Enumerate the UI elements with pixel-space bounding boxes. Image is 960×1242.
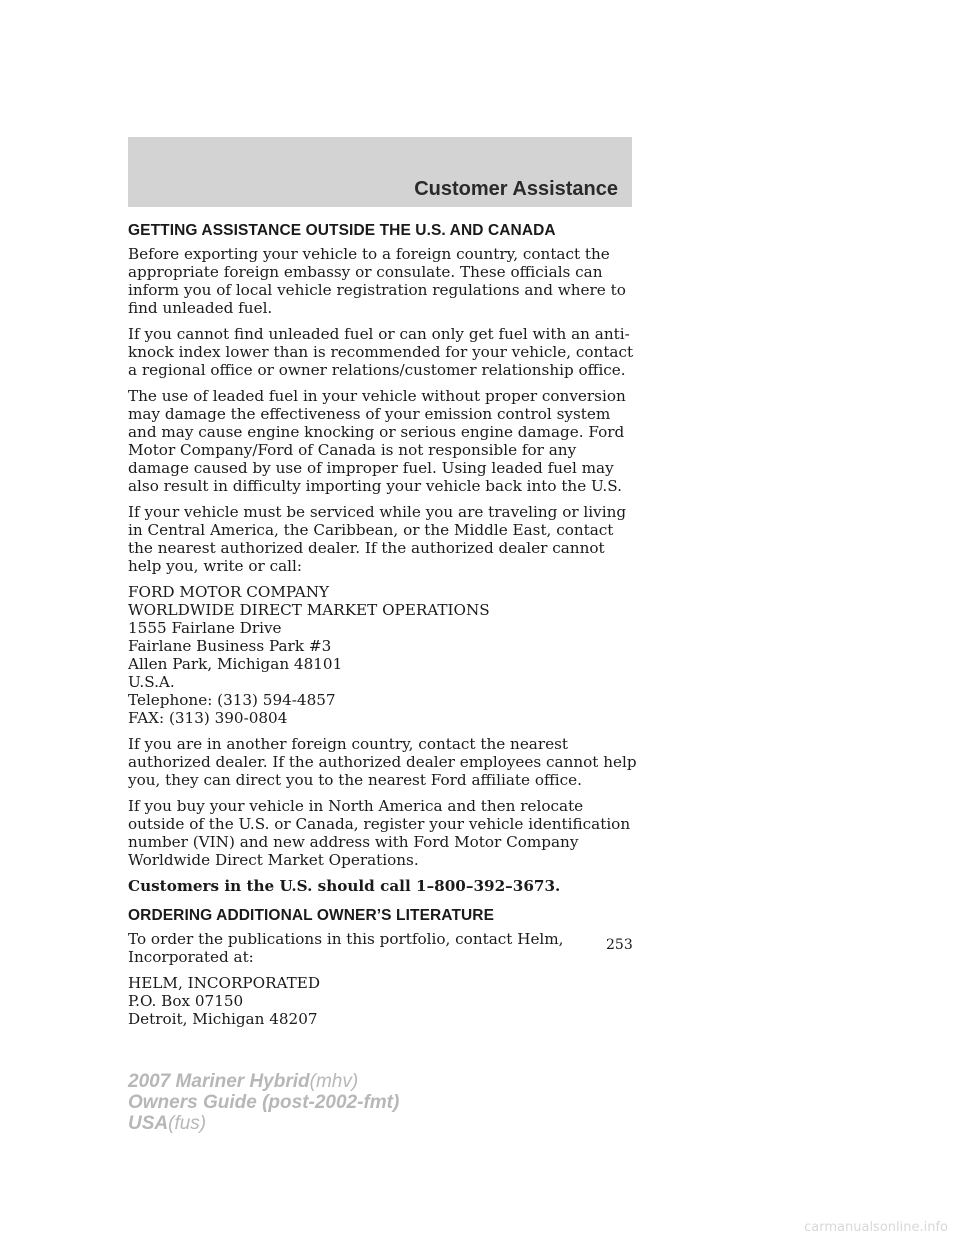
page-number: 253 (606, 937, 633, 953)
paragraph-other-country: If you are in another foreign country, contact the nearest authorized dealer. If the authorized dealer employees cannot help you, they can direct you to the nearest Ford affiliate office. (128, 735, 637, 789)
ford-address-block (128, 583, 638, 727)
customers-call-notice: Customers in the U.S. should call 1–800–392–3673. (128, 877, 561, 895)
address-line: Fairlane Business Park #3 (128, 637, 332, 655)
page-content (128, 222, 638, 1036)
heading-assistance-outside-us: GETTING ASSISTANCE OUTSIDE THE U.S. AND CANADA (128, 222, 556, 239)
helm-address-block (128, 974, 638, 1028)
paragraph-relocate: If you buy your vehicle in North America and then relocate outside of the U.S. or Canada, register your vehicle identification number (VIN) and new address with Ford Motor Company Worldwide Direct Market Operations. (128, 797, 631, 869)
footer-region-code: (fus) (168, 1113, 207, 1134)
heading-ordering-literature: ORDERING ADDITIONAL OWNER’S LITERATURE (128, 907, 495, 924)
footer-guide-name: Owners Guide (post-2002-fmt) (128, 1092, 400, 1113)
address-line: P.O. Box 07150 (128, 992, 244, 1010)
address-line: HELM, INCORPORATED (128, 974, 321, 992)
paragraph-unleaded-fuel: If you cannot find unleaded fuel or can only get fuel with an anti-knock index lower than is recommended for your vehicle, contact a regional office or owner relations/customer relationship office. (128, 325, 634, 379)
paragraph-servicing: If your vehicle must be serviced while you are traveling or living in Central America, the Caribbean, or the Middle East, contact the nearest authorized dealer. If the authorized dealer cannot help you, write or call: (128, 503, 627, 575)
footer-line-guide (128, 1092, 399, 1113)
footer-model-name: 2007 Mariner Hybrid (128, 1071, 310, 1092)
address-line: Allen Park, Michigan 48101 (128, 655, 343, 673)
address-line: 1555 Fairlane Drive (128, 619, 282, 637)
paragraph-order-publications: To order the publications in this portfolio, contact Helm, Incorporated at: (128, 930, 564, 966)
section-header-band (128, 137, 632, 207)
footer-model-code: (mhv) (309, 1071, 359, 1092)
address-line: FORD MOTOR COMPANY (128, 583, 330, 601)
watermark: carmanualsonline.info (804, 1220, 948, 1235)
section-title: Customer Assistance (414, 178, 618, 200)
paragraph-leaded-fuel: The use of leaded fuel in your vehicle without proper conversion may damage the effectiveness of your emission control system and may cause engine knocking or serious engine damage. Ford Motor Company/Ford of Canada is not responsible for any damage caused by use of improper fuel. Using leaded fuel may also result in difficulty importing your vehicle back into the U.S. (128, 387, 626, 495)
address-fax: FAX: (313) 390-0804 (128, 709, 288, 727)
footer-region-name: USA (128, 1113, 169, 1134)
footer-line-region (128, 1113, 399, 1134)
address-telephone: Telephone: (313) 594-4857 (128, 691, 336, 709)
footer-line-model (128, 1071, 399, 1092)
paragraph-exporting: Before exporting your vehicle to a foreign country, contact the appropriate foreign embassy or consulate. These officials can inform you of local vehicle registration regulations and where to find unleaded fuel. (128, 245, 626, 317)
document-footer (128, 1071, 399, 1134)
address-line: WORLDWIDE DIRECT MARKET OPERATIONS (128, 601, 490, 619)
address-line: Detroit, Michigan 48207 (128, 1010, 318, 1028)
address-line: U.S.A. (128, 673, 175, 691)
